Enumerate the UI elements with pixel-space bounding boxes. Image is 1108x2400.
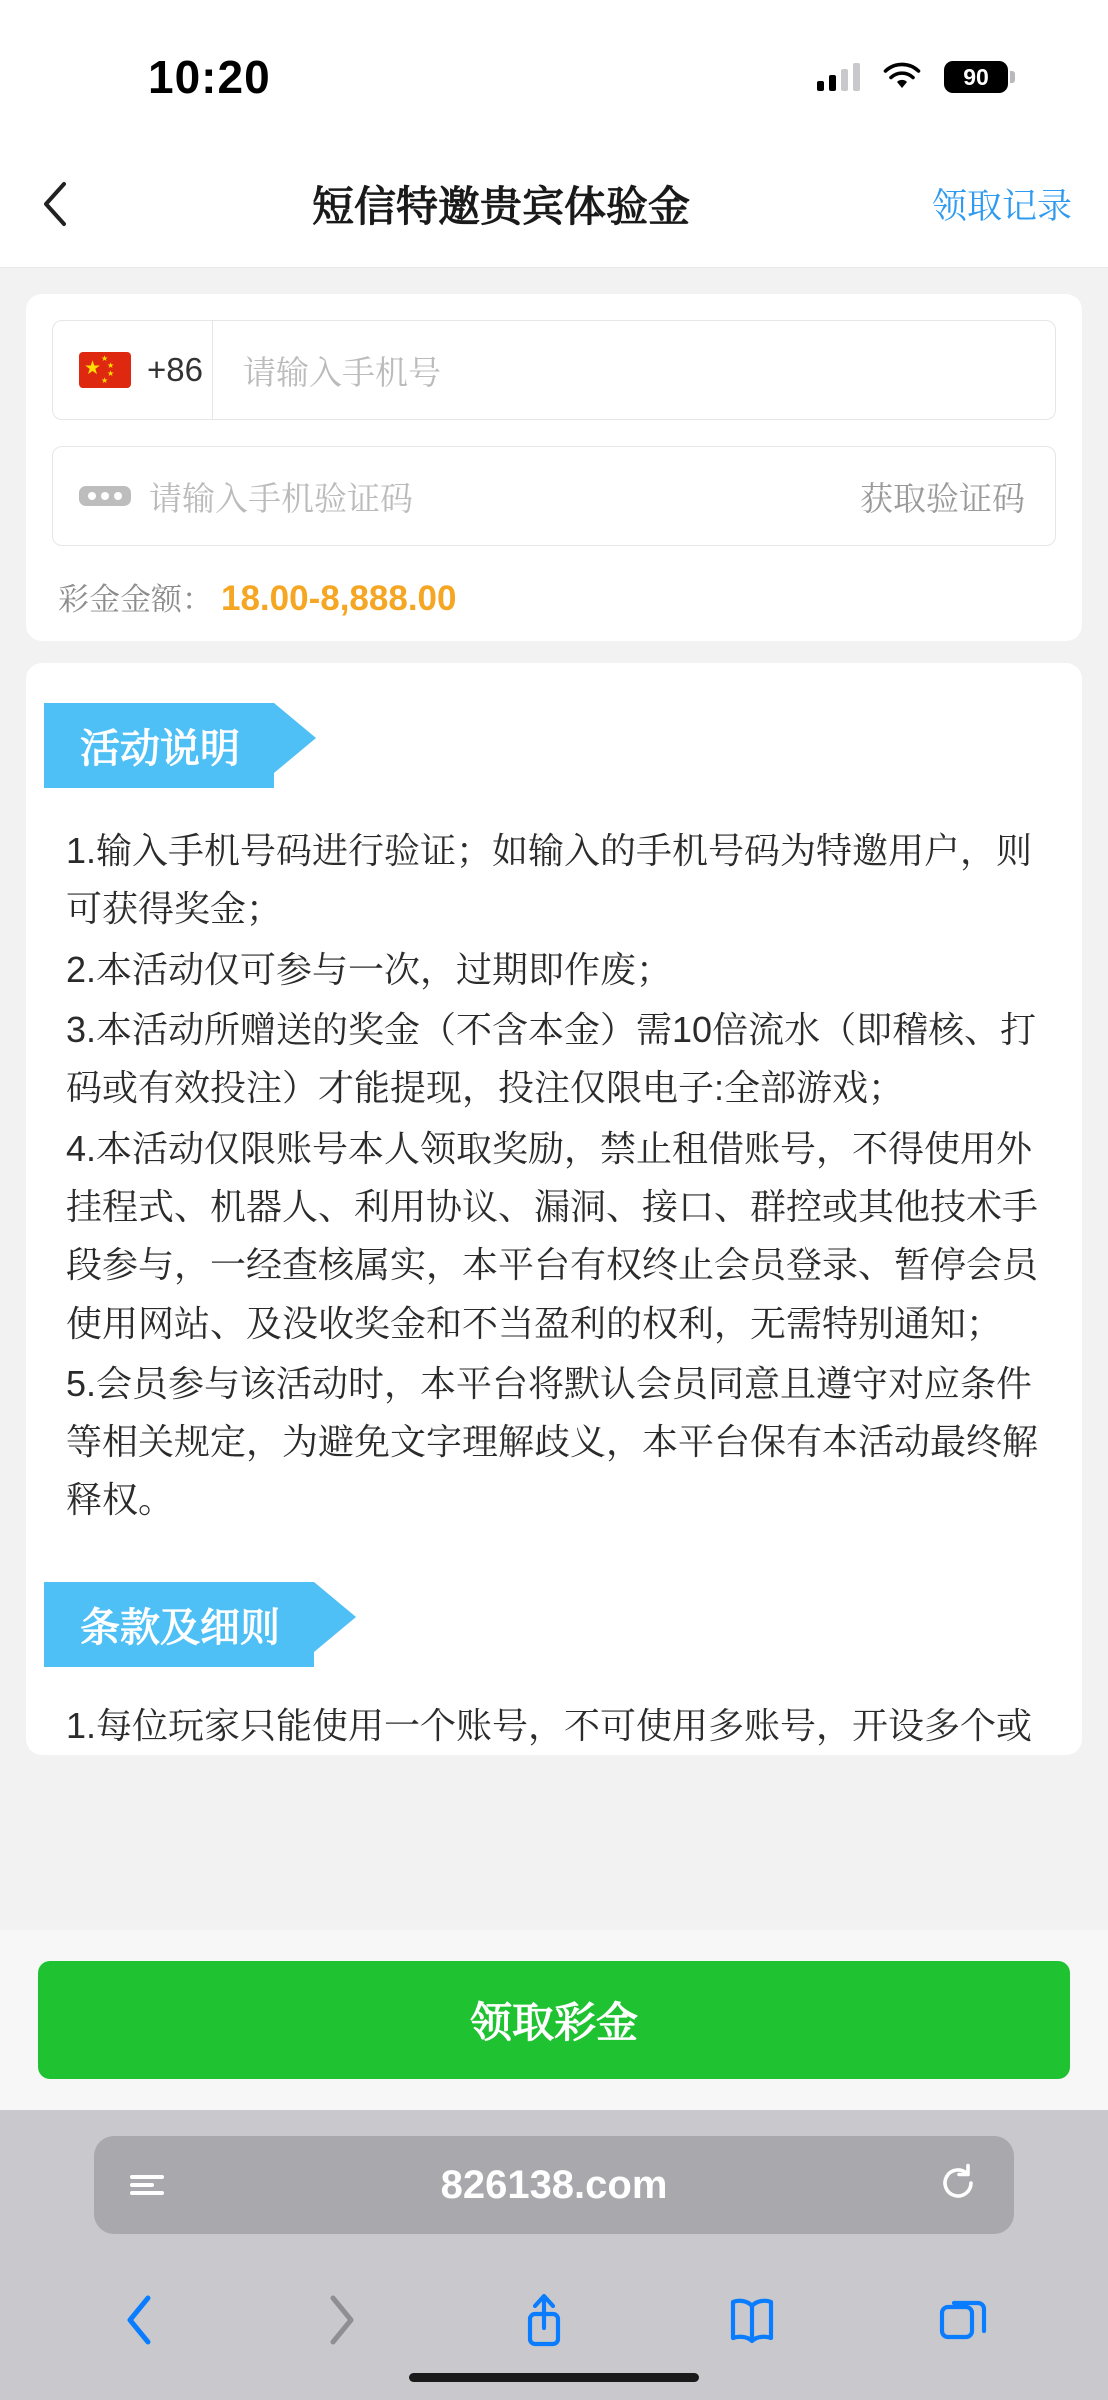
phone-field-row[interactable] — [52, 320, 1056, 420]
browser-chrome — [0, 2110, 1108, 2400]
claim-bonus-button[interactable]: 领取彩金 — [38, 1961, 1070, 2079]
amount-label: 彩金金额： — [58, 582, 213, 617]
rule-item: 4.本活动仅限账号本人领取奖励，禁止租借账号，不得使用外挂程式、机器人、利用协议、漏洞、接口、群控或其他技术手段参与，一经查核属实，本平台有权终止会员登录、暂停会员使用网站、及没收奖金和不当盈利的权利，无需特别通知； — [66, 1127, 1039, 1344]
browser-back-button[interactable] — [118, 2292, 162, 2348]
verification-code-field-row[interactable] — [52, 446, 1056, 546]
country-code-label: +86 — [147, 351, 203, 388]
page-navbar — [0, 140, 1108, 268]
browser-forward-icon — [319, 2292, 363, 2348]
browser-back-icon — [118, 2292, 162, 2348]
browser-forward-button[interactable] — [319, 2292, 363, 2348]
text-size-icon[interactable] — [130, 2175, 164, 2195]
terms-section-heading: 条款及细则 — [44, 1582, 314, 1667]
battery-icon — [944, 61, 1008, 93]
china-flag-icon: ★ ★ ★ ★ ★ — [79, 352, 131, 388]
share-icon — [519, 2290, 569, 2350]
get-code-button[interactable]: 获取验证码 — [860, 479, 1025, 517]
terms-list — [26, 1667, 1082, 1755]
phone-input[interactable]: 请输入手机号 — [243, 353, 441, 391]
url-text: 826138.com — [440, 2162, 668, 2207]
bookmarks-button[interactable] — [725, 2293, 779, 2347]
claim-form-card — [26, 294, 1082, 641]
rule-item: 2.本活动仅可参与一次，过期即作废； — [66, 948, 673, 990]
browser-toolbar — [0, 2260, 1108, 2380]
cellular-signal-icon — [817, 63, 860, 91]
verification-code-input[interactable]: 请输入手机验证码 — [149, 479, 413, 517]
reload-icon[interactable] — [938, 2163, 978, 2208]
status-bar — [0, 0, 1108, 140]
battery-level: 90 — [963, 63, 989, 90]
amount-value: 18.00-8,888.00 — [221, 579, 457, 618]
cta-bar — [0, 1930, 1108, 2110]
tabs-icon — [936, 2293, 990, 2347]
country-code-selector[interactable] — [53, 321, 213, 419]
amount-row — [52, 574, 1056, 619]
wifi-icon — [882, 62, 922, 92]
share-button[interactable] — [519, 2290, 569, 2350]
dots-keypad-icon — [79, 486, 131, 506]
tabs-button[interactable] — [936, 2293, 990, 2347]
status-time: 10:20 — [148, 51, 271, 103]
bookmarks-icon — [725, 2293, 779, 2347]
chevron-left-icon — [42, 181, 68, 227]
url-bar-row — [0, 2110, 1108, 2260]
rule-item: 3.本活动所赠送的奖金（不含本金）需10倍流水（即稽核、打码或有效投注）才能提现，投注仅限电子:全部游戏； — [66, 1008, 1037, 1109]
page-content[interactable] — [0, 268, 1108, 2110]
home-indicator — [409, 2373, 699, 2382]
rule-item: 1.输入手机号码进行验证；如输入的手机号码为特邀用户，则可获得奖金； — [66, 830, 1033, 930]
page-title: 短信特邀贵宾体验金 — [311, 182, 690, 230]
activity-section-heading: 活动说明 — [44, 703, 274, 788]
terms-item: 1.每位玩家只能使用一个账号，不可使用多账号，开设多个或 — [66, 1704, 1033, 1746]
url-bar[interactable] — [94, 2136, 1014, 2234]
info-card — [26, 663, 1082, 1755]
status-indicators — [817, 61, 1008, 93]
claim-records-link[interactable]: 领取记录 — [931, 186, 1072, 226]
rule-item: 5.会员参与该活动时，本平台将默认会员同意且遵守对应条件等相关规定，为避免文字理解歧义，本平台保有本活动最终解释权。 — [66, 1362, 1039, 1521]
activity-rules-list — [26, 788, 1082, 1552]
